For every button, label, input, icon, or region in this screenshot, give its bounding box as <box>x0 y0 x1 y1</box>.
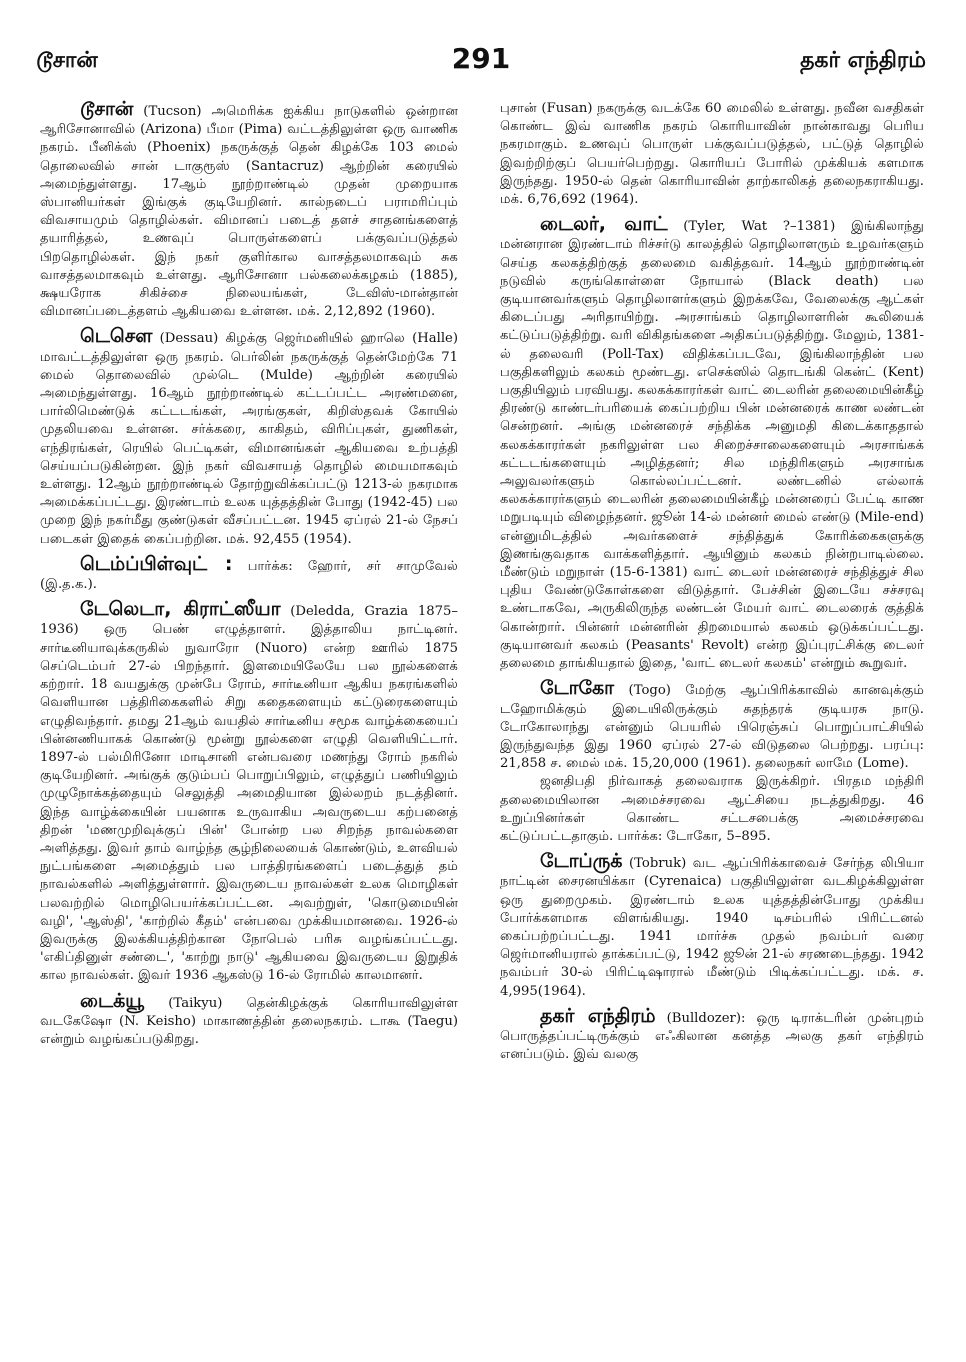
entry-text: (Tucson) அமெரிக்க ஐக்கிய நாடுகளில் ஒன்றான ஆரிசோனாவில் (Arizona) பீமா (Pima) வட்டத்திலுள்ள ஒரு வாணிக நகரம். பீனிக்ஸ் (Phoenix) நகருக்குத் தென் கிழக்கே 103 மைல் தொலைவில் சான் டாகுரூஸ் (Santacruz) ஆற்றின் கரையில் அமைந்துள்ளது. 17ஆம் நூற்றாண்டில் முதன் முறையாக ஸ்பானியர்கள் இங்குக் குடியேறினர். கால்நடைப் பராமரிப்பும் விவசாயமும் தொழில்கள். விமானப் படைத் தளச் சாதனங்களைத் தயாரித்தல், உணவுப் பொருள்களைப் பக்குவப்படுத்தல் பிறதொழில்கள். இந் நகர் குளிர்கால வாசத்தலமாகவும் சுக வாசத்தலமாகவும் உள்ளது. ஆரிசோனா பல்கலைக்கழகம் (1885), க்ஷயரோக சிகிச்சை நிலையங்கள், டேவிஸ்-மான்தான் விமானப்படைத்தளம் ஆகியவை உள்ளன. மக். 2,12,892 (1960). <box>40 104 458 320</box>
headword: டோப்ருக் <box>540 850 623 873</box>
headword: டெசௌ <box>80 325 153 348</box>
entry-text: (Togo) மேற்கு ஆப்பிரிக்காவில் கானவுக்கும் டஹோமிக்கும் இடையிலிருக்கும் சுதந்தரக் குடியரசு நாடு. டோகோலாந்து என்னும் பெயரில் பிரெஞ்சுப் பொறுப்பாட்சியில் இருந்துவந்த இது 1960 ஏப்ரல் 27-ல் விடுதலை பெற்றது. பரப்பு: 21,858 ச. மைல் மக். 15,20,000 (1961). தலைநகர் லாமே (Lome). <box>500 683 924 772</box>
entry-bulldozer <box>500 1004 924 1065</box>
running-head-right: தகர் எந்திரம் <box>800 48 926 73</box>
right-column <box>500 100 924 1070</box>
headword: டைக்யூ <box>80 989 145 1012</box>
entry-text: (Deledda, Grazia 1875–1936) ஒரு பெண் எழுத்தாளர். இத்தாலிய நாட்டினர். சார்டீனியாவுக்கருகில் நுவாரோ (Nuoro) என்ற ஊரில் 1875 செப்டெம்பர் 27-ல் பிறந்தார். இளமையிலேயே பல நூல்களைக் கற்றார். 18 வயதுக்கு முன்பே ரோம், சார்டீனியா ஆகிய நகரங்களில் வெளியான பத்திரிகைகளில் சிறு கதைகளையும் கட்டுரைகளையும் எழுதிவந்தார். தமது 21ஆம் வயதில் சார்டீனிய சமூக வாழ்க்கையைப் பின்னணியாகக் கொண்டு மூன்று நூல்களை எழுதி வெளியிட்டார். 1897-ல் பல்மிரினோ மாடிசானி என்பவரை மணந்து ரோம் நகரில் குடியேறினர். அங்குக் குடும்பப் பொறுப்பிலும், எழுத்துப் பணியிலும் முழுநோக்கத்தையும் செலுத்தி அமைதியான இல்லறம் நடத்தினர். இந்த வாழ்க்கையின் பயனாக உருவாகிய அவருடைய கற்பனைத் திறன் 'மணமுறிவுக்குப் பின்' போன்ற பல சிறந்த நாவல்களை அளித்தது. இவர் தாம் வாழ்ந்த சூழ்நிலையைக் கொண்டும், உளவியல் நுட்பங்களை அமைத்தும் பல பாத்திரங்களைப் படைத்துத் தம் நாவல்களில் அளித்துள்ளார். இவருடைய நாவல்கள் உலக மொழிகள் பலவற்றில் மொழிபெயர்க்கப்பட்டன. அவற்றுள், 'கொடுமையின் வழி', 'ஆஸ்தி', 'காற்றில் கீதம்' என்பவை முக்கியமானவை. 1926-ல் இவருக்கு இலக்கியத்திற்கான நோபெல் பரிசு வழங்கப்பட்டது. 'எகிப்தினுள் சண்டை', 'காற்று நாடு' ஆகியவை இவருடைய இறுதிக் கால நாவல்கள். இவர் 1936 ஆகஸ்டு 16-ல் ரோமில் காலமானர். <box>40 604 458 984</box>
entry-text: பார்க்க: ஹோர், சர் சாமுவேல் (இ.த.க.). <box>40 558 458 593</box>
entry-subparagraph: ஜனதிபதி நிர்வாகத் தலைவராக இருக்கிறர். பிரதம மந்திரி தலைமையிலான அமைச்சரவை ஆட்சியை நடத்துகிறது. 46 உறுப்பினர்கள் கொண்ட சட்டசபைக்கு அமைச்சரவை கட்டுப்பட்டதாகும். பார்க்க: டோகோ, 5–895. <box>500 774 924 844</box>
headword: டோகோ <box>540 677 615 700</box>
entry-taikyu-continued <box>500 100 924 209</box>
headword: டூசான் <box>80 98 134 120</box>
page-number: 291 <box>451 42 511 75</box>
entry-text: புசான் (Fusan) நகருக்கு வடக்கே 60 மைலில் உள்ளது. நவீன வசதிகள் கொண்ட இவ் வாணிக நகரம் கொரியாவின் நான்காவது பெரிய நகரமாகும். உணவுப் பொருள் பக்குவப்படுத்தல், பட்டுத் தொழில் இவற்றிற்குப் பெயர்பெற்றது. கொரியப் போரில் முக்கியக் களமாக இருந்தது. 1950-ல் தென் கொரியாவின் தாற்காலிகத் தலைநகராகியது. மக். 6,76,692 (1964). <box>500 101 924 208</box>
entry-text: (Tobruk) வட ஆப்பிரிக்காவைச் சேர்ந்த லிபியா நாட்டின் சைரனயிக்கா (Cyrenaica) பகுதியிலுள்ள வடகிழக்கிலுள்ள ஒரு துறைமுகம். இரண்டாம் உலக யுத்தத்தின்போது முக்கிய போர்க்களமாக விளங்கியது. 1940 டிசம்பரில் பிரிட்டனல் கைப்பற்றப்பட்டது. 1941 மார்ச்சு முதல் நவம்பர் வரை ஜெர்மானியரால் தாக்கப்பட்டு, 1942 ஜூன் 21-ல் சரணடைந்தது. 1942 நவம்பர் 30-ல் பிரிட்டிஷாரால் மீண்டும் பிடிக்கப்பட்டது. மக். ச. 4,995(1964). <box>500 856 924 999</box>
entry-tobruk <box>500 852 924 1001</box>
entry-togo <box>500 679 924 846</box>
left-column <box>40 100 458 1055</box>
entry-text: (Taikyu) தென்கிழக்குக் கொரியாவிலுள்ள வடகேஷோ (N. Keisho) மாகாணத்தின் தலைநகரம். டாகூ (Taegu) என்றும் வழங்கப்படுகிறது. <box>40 995 458 1047</box>
entry-deledda <box>40 600 458 985</box>
headword: டெம்ப்பிள்வுட் : <box>80 552 233 575</box>
entry-text: (Bulldozer): ஒரு டிராக்டரின் முன்புறம் பொருத்தப்பட்டிருக்கும் எஃகிலான கனத்த அலகு தகர் எந்திரம் எனப்படும். இவ் வலகு <box>500 1010 924 1063</box>
running-head-left: டூசான் <box>36 48 98 73</box>
entry-templewood <box>40 552 458 594</box>
entry-taikyu <box>40 989 458 1050</box>
entry-tucson <box>40 100 458 321</box>
headword: டைலர், வாட் <box>540 213 668 236</box>
entry-dessau <box>40 327 458 548</box>
headword: தகர் எந்திரம் <box>540 1004 656 1027</box>
headword: டேலெடா, கிராட்ஸீயா <box>80 598 281 621</box>
entry-text: (Tyler, Wat ?–1381) இங்கிலாந்து மன்னரான இரண்டாம் ரிச்சர்டு காலத்தில் தொழிலாளரும் உழவர்களும் செய்த கலகத்திற்குத் தலைமை வகித்தவர். 14ஆம் நூற்றாண்டின் நடுவில் கருங்கொள்ளை நோயால் (Black death) பல குடியானவர்களும் தொழிலாளர்களும் இறக்கவே, வேலைக்கு ஆட்கள் கிடைப்பது அரிதாயிற்று. அரசாங்கம் தொழிலாளரின் கூலியைக் கட்டுப்படுத்திற்று. வரி விகிதங்களை அதிகப்படுத்திற்று. மேலும், 1381-ல் தலைவரி (Poll-Tax) விதிக்கப்படவே, இங்கிலாந்தின் பல பகுதிகளிலும் கலகம் மூண்டது. எசெக்ஸில் தொடங்கி கென்ட் (Kent) பகுதியிலும் பரவியது. கலகக்காரர்கள் வாட் டைலரின் தலைமையின்கீழ் திரண்டு காண்டர்பரியைக் கைப்பற்றிய பின் மன்னரைக் காண லண்டன் சென்றனர். அங்கு மன்னரைச் சந்திக்க அனுமதி கிடைக்காததால் கலகக்காரர்கள் நகரிலுள்ள பல சிறைச்சாலைகளையும் அரசாங்கக் கட்டடங்களையும் அழித்தனர்; சில மந்திரிகளும் அரசாங்க அலுவலர்களும் கொல்லப்பட்டனர். லண்டனில் எல்லாக் கலகக்காரர்களும் டைலரின் தலைமையின்கீழ் மன்னரைப் பேட்டி காண மறுபடியும் விழைந்தனர். ஜூன் 14-ல் மன்னர் மைல் எண்டு (Mile-end) என்னுமிடத்தில் அவர்களைச் சந்தித்துக் கோரிக்கைகளுக்கு இணங்குவதாக வாக்களித்தார். ஆயினும் கலகம் நின்றபாடில்லை. மீண்டும் மறுநாள் (15-6-1381) வாட் டைலர் மன்னரைச் சந்தித்துச் சில புதிய வேண்டுகோள்களை விடுத்தார். பேச்சின் இடையே சச்சரவு உண்டாகவே, அருகிலிருந்த லண்டன் மேயர் வாட் டைலரைக் குத்திக் கொன்றார். பின்னர் மன்னரின் திறமையால் கலகம் ஒடுக்கப்பட்டது. குடியானவர் கலகம் (Peasants' Revolt) என்ற இப்புரட்சிக்கு டைலர் தலைமை தாங்கியதால் இதை, 'வாட் டைலர் கலகம்' என்றும் கூறுவர். <box>500 219 924 672</box>
entry-text: (Dessau) கிழக்கு ஜெர்மனியில் ஹாலெ (Halle) மாவட்டத்திலுள்ள ஒரு நகரம். பெர்லின் நகருக்குத் தென்மேற்கே 71 மைல் தொலைவில் முல்டெ (Mulde) ஆற்றின் கரையில் அமைந்துள்ளது. 16ஆம் நூற்றாண்டில் கட்டப்பட்ட அரண்மனை, பார்லிமெண்டுக் கட்டடங்கள், அரங்குகள், கிறிஸ்தவக் கோயில் முதலியவை உள்ளன. சர்க்கரை, காகிதம், விரிப்புகள், துணிகள், எந்திரங்கள், ரெயில் பெட்டிகள், விமானங்கள் ஆகியவை உற்பத்தி செய்யப்படுகின்றன. இந் நகர் விவசாயத் தொழில் மையமாகவும் உள்ளது. 12ஆம் நூற்றாண்டில் தோற்றுவிக்கப்பட்டு 1213-ல் நகரமாக அமைக்கப்பட்டது. இரண்டாம் உலக யுத்தத்தின் போது (1942-45) பல முறை இந் நகர்மீது குண்டுகள் வீசப்பட்டன. 1945 ஏப்ரல் 21-ல் நேசப் படைகள் இதைக் கைப்பற்றின. மக். 92,455 (1954). <box>40 331 458 547</box>
entry-tyler <box>500 215 924 673</box>
page-header <box>36 42 926 88</box>
